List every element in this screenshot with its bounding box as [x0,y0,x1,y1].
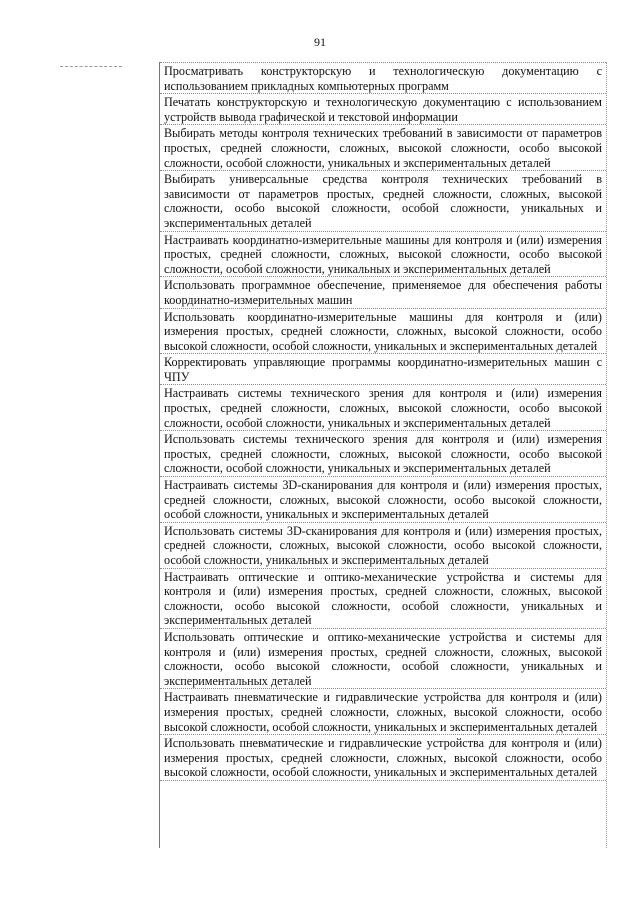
table-row [160,353,606,384]
table-row [160,628,606,688]
table-row [160,522,606,568]
table-cell: Использовать программное обеспечение, применяемое для обеспечения работы координатно-измерительных машин [164,278,602,307]
table-row [160,124,606,170]
table-cell: Выбирать универсальные средства контроля технических требований в зависимости от параметров простых, средней сложности, сложных, высокой сложности, особо высокой сложности, особой сложности, уникальных и экспериментальных деталей [164,172,602,230]
table-row [160,430,606,476]
table-row [160,384,606,430]
table-cell: Просматривать конструкторскую и технологическую документацию с использованием прикладных компьютерных программ [164,64,602,93]
table-row [160,276,606,307]
table-cell: Использовать системы технического зрения для контроля и (или) измерения простых, средней сложности, сложных, высокой сложности, особо высокой сложности, особой сложности, уникальных и экспериментальных деталей [164,432,602,476]
left-column-rule [60,66,122,67]
table-cell: Настраивать системы 3D-сканирования для контроля и (или) измерения простых, средней сложности, сложных, высокой сложности, особо высокой сложности, особой сложности, уникальных и экспериментальных деталей [164,478,602,522]
table-row [160,476,606,522]
table-cell: Использовать пневматические и гидравлические устройства для контроля и (или) измерения простых, средней сложности, сложных, высокой сложности, особо высокой сложности, особой сложности, уникальных и экспериментальных деталей [164,736,602,780]
table-cell: Печатать конструкторскую и технологическую документацию с использованием устройств вывода графической и текстовой информации [164,95,602,124]
table-cell: Использовать системы 3D-сканирования для контроля и (или) измерения простых, средней сложности, сложных, высокой сложности, особо высокой сложности, особой сложности, уникальных и экспериментальных деталей [164,523,602,567]
table-row [160,734,606,781]
table-row [160,62,606,93]
table-row [160,308,606,354]
table-row [160,93,606,124]
table-row [160,568,606,628]
table-row [160,170,606,230]
table-cell: Выбирать методы контроля технических требований в зависимости от параметров простых, средней сложности, сложных, высокой сложности, особо высокой сложности, особой сложности, уникальных и экспериментальных деталей [164,126,602,170]
table-row [160,231,606,277]
table-cell: Использовать оптические и оптико-механические устройства и системы для контроля и (или) измерения простых, средней сложности, сложных, высокой сложности, особо высокой сложности, особой сложности, уникальных и экспериментальных деталей [164,629,602,688]
table-cell: Использовать координатно-измерительные машины для контроля и (или) измерения простых, средней сложности, сложных, высокой сложности, особо высокой сложности, особой сложности, уникальных и экспериментальных деталей [164,309,602,353]
table-row [160,688,606,734]
table-cell: Настраивать оптические и оптико-механические устройства и системы для контроля и (или) измерения простых, средней сложности, сложных, высокой сложности, особо высокой сложности, особой сложности, уникальных и экспериментальных деталей [164,569,602,628]
table-cell: Настраивать системы технического зрения для контроля и (или) измерения простых, средней сложности, сложных, высокой сложности, особо высокой сложности, особой сложности, уникальных и экспериментальных деталей [164,386,602,430]
page-number: 91 [314,35,326,49]
table-cell: Настраивать пневматические и гидравлические устройства для контроля и (или) измерения простых, средней сложности, сложных, высокой сложности, особо высокой сложности, особой сложности, уникальных и экспериментальных деталей [164,690,602,734]
table-cell: Корректировать управляющие программы координатно-измерительных машин с ЧПУ [164,355,602,384]
table-cell: Настраивать координатно-измерительные машины для контроля и (или) измерения простых, средней сложности, сложных, высокой сложности, особо высокой сложности, особой сложности, уникальных и экспериментальных деталей [164,232,602,276]
table-right-border [606,62,607,848]
skills-table [160,62,606,781]
